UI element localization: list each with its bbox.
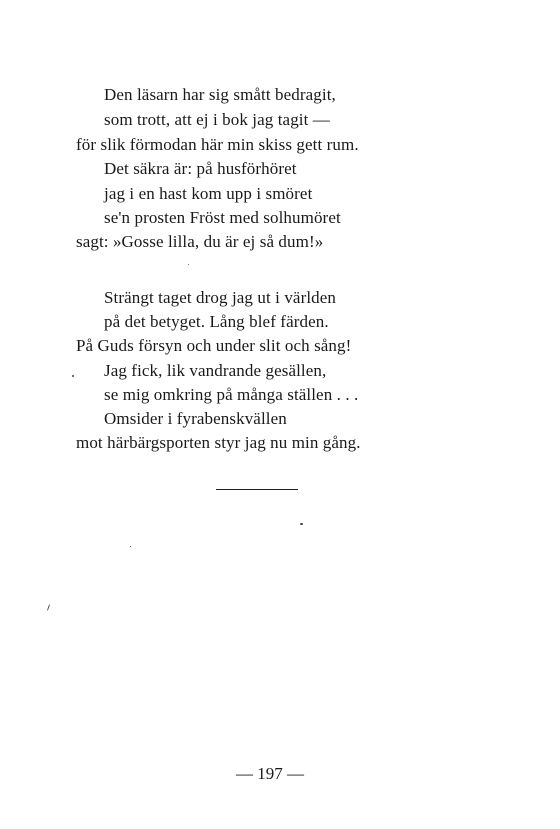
verse-line: mot härbärgsporten styr jag nu min gång. bbox=[76, 433, 361, 452]
section-divider-rule bbox=[216, 489, 298, 490]
verse-line: På Guds försyn och under slit och sång! bbox=[76, 336, 352, 355]
verse-line: som trott, att ej i bok jag tagit — bbox=[104, 110, 330, 129]
paper-speck bbox=[188, 264, 189, 265]
verse-line: för slik förmodan här min skiss gett rum. bbox=[76, 135, 359, 154]
paper-speck bbox=[130, 546, 131, 547]
paper-speck bbox=[300, 523, 303, 525]
verse-line: Omsider i fyrabenskvällen bbox=[104, 409, 287, 428]
verse-line: Jag fick, lik vandrande gesällen, bbox=[104, 361, 327, 380]
verse-line: Det säkra är: på husförhöret bbox=[104, 159, 297, 178]
verse-line: sagt: »Gosse lilla, du är ej så dum!» bbox=[76, 232, 324, 251]
verse-line: Strängt taget drog jag ut i världen bbox=[104, 288, 336, 307]
verse-line: jag i en hast kom upp i smöret bbox=[104, 184, 313, 203]
verse-line: se'n prosten Fröst med solhumöret bbox=[104, 208, 341, 227]
verse-line: på det betyget. Lång blef färden. bbox=[104, 312, 329, 331]
paper-speck bbox=[47, 604, 50, 611]
paper-speck bbox=[72, 375, 74, 377]
verse-line: Den läsarn har sig smått bedragit, bbox=[104, 85, 336, 104]
verse-line: se mig omkring på många ställen . . . bbox=[104, 385, 359, 404]
page-number: — 197 — bbox=[236, 764, 304, 783]
